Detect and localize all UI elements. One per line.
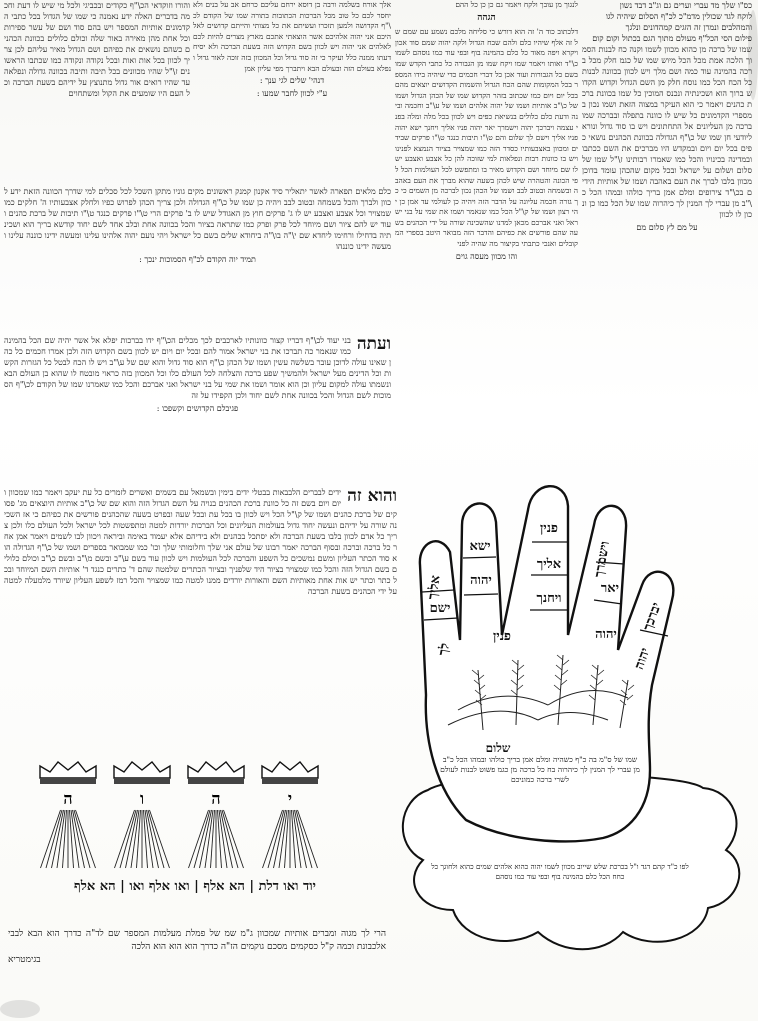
hagahah-heading: הגהה [477,12,496,23]
crown-ray [211,810,215,868]
pinky-word-2: ישם [429,601,451,616]
top-left-column [4,0,190,180]
crown-shape [40,762,96,778]
bottom-left-text: הרי לך מגוה ומברים אותיות שמכוון ג"מ שמ של פמלת מעלמות המספר שם לד"ה כדרך הוא הבא לבבי אלכבונת וכמה ק"ל כסקמים מסכם גוקמים הז"ה כדרך הוא הוא הוא הלכה [8,929,386,952]
crowns-caption: יוד ואו דלת | הא אלף | ואו אלף ואו | הא אלף [74,879,316,894]
thumb-word-1: יברכך [640,600,665,633]
vehu-ze-lead: והוא זה [347,487,397,506]
index-word-1: וישמרך [592,540,614,579]
right-column-end: על מם לץ סלום מם [636,223,698,232]
crown-ray [279,810,287,868]
middle-column-end: והו מכוון מעסה גוים [455,251,518,261]
crown-ray [194,810,210,868]
crown-ray [268,810,284,868]
crown-ray [70,810,74,868]
crown-ray [205,810,213,868]
top-center-block [193,0,391,172]
palm-title: שלום [485,741,511,755]
crown-shape [188,762,244,778]
crown-letter: ו [139,789,145,808]
palm-text: שמו של ס"מ בה כ"ף כשהיה ומלם אמן בריך כולהו ובמהו הכל כ"ב מן עברי לך המנין לך כיהרוה בח כל ברכה מן כגמ פשוט לבנות לעולם לשרי ברכה כמוניכם [440,755,640,784]
middle-word-3: ויחנך [536,591,562,606]
crown-ray [144,810,148,868]
right-line-2: לוקח לגד שכולין מדמ"כ לכ"ף הסלום שיהיה לגו [605,12,752,21]
crown-ray [293,810,301,868]
crown-ray [131,810,139,868]
right-line-4: פילום הסי הכל"ף מעולם מתוך הגם בכתול וקום קום [592,34,752,43]
crown-ray [296,810,312,868]
top-center-line-2: ע"י לכוון לחבר שמעו : [256,88,328,98]
pinky-word-1: אליך [425,574,444,601]
ring-word-1: ישא [469,539,491,554]
middle-word-4: פנין [492,629,512,644]
right-line-1: כס"ו שלך מד עברי וערים גם וג"ב דבד נשון [619,1,752,10]
crown-ray [120,810,136,868]
crown-letter: י [287,789,293,808]
crown-letter: ה [63,789,73,808]
index-word-2: יאר [600,581,620,596]
right-line-3: והמהלבים ונמרן זה הזגים קמהדונים ונלגך [625,23,752,32]
thumb-word-2: יהוה [631,646,654,672]
crown-ray [218,810,222,868]
crown-ray [137,810,141,868]
middle-column [395,0,578,442]
crown-ray [292,810,296,868]
vaata-block [4,335,391,483]
index-word-3: יהוה [595,627,617,642]
crown-ray [148,810,164,868]
top-center-line-1: דנהי' שלים לגי ענך : [259,76,325,86]
column-text: דלכתוב כוד ה' זה הוא דורש כי סליחה מלכם נשמע עם שמם של זה אלף שיהיו כלם ולהם שבח הגדול ולקה יהוה שמם סוד אכון ויקרא ויפה מאוד כל כלם בהמינה בוף ובפי עוד כמו נוסהם לשמו כ\"ד ואותו ויאמר שמו ויקח שמו מן הגבורה כל כתבי הקדש שמו בשם כל הגבורות ועוד אכן כל דברי חכמים כדי שיהיה בידו המספר בכל המקומות שהם הכח הגדול והשמות הקדושים יוצאים מהם בכל יום ויום כמו שכתוב בזהר הקדוש שמו של הכהן הגדול ושמו של כ\"ב אותיות ושמו של יהוה אלהים ושמו של ע\"ב וחכמה ובינה ודעת כלם כלולים בנשיאת כפים ויש לכוון בכל מלה ומלה בפני עצמה ויברכך יהוה וישמרך יאר יהוה פניו אליך ויחנך ישא יהוה פניו אליך וישם לך שלום והם ט\"ו תיבות כנגד ט\"ו פרקים שבידים ומכוון באצבעותיו כסדר הזה כמו שמצויר בציור הנמצא לפנינו ויש בו כוונות רבות ונפלאות למי שזוכה להן כל אצבע ואצבע יש לו שם מיוחד ושם הקדוש מאיר בו ומתפשט לכל העולמות הכל לפי הכונה והטהרה שיש לכהן בשעה שהוא מברך את העם באהבה ובשמחה ובטוב לבב ושמו של הכהן נכון לברכה מן השמים כי כך גזרה חכמה עליונה על הדבר הזה ויהיה כן לעולמי עד אמן כן יהי רצון ושמו של ק\"ל הכל כמו שנאמר ושמו את שמי על בני ישראל ואני אברכם מכאן למדנו שהשכינה שורה על ידי הכהנים בשעה שהם פורשים את כפיהם והדבר הזה מבואר היטב בספרי המקובלים ואנכי כתבתי בקיצור מה שהיה לפני [395,27,578,249]
column-text: והורו וזוקדאי הכ\"ף כקודים ובכביגי ולכל מי שיש לו דעת וחכמה בדברים האלה ידע נאמנה כי שמו של הגדול בכל כתבי הקדמונים אותיות המספר ויש בהם סוד ושם של עשר ספירות וכל אחת מהן מאירה באור שלה וכולם כלולים בכוונת הכהנים כשהם נושאים את כפיהם ושם הגדול מאיר עליהם לכן צריך לכוון בכל אות ואות ובכל נקודה ונקודה כמו שכתבו הראשונים ז\"ל שהיו מכוונים בכל תיבה ותיבה בכוונה גדולה ונפלאה עד שהיו רואים אור גדול מתנוצץ על ידיהם בשעת הברכה וכל העם היו שומעים את הקול ומשתחוים [4,1,190,98]
crown-letter: ה [211,789,221,808]
right-column [582,0,752,440]
vaata-lead: ועתה [356,335,391,354]
column-text: שמו של ברכה מן כהוא מכוון לשמו וקנה כח לבנות הסמוך הלכה אמת מכל הכל מיוש שמו של כגמ חלק מכל ברכה בהמינה עוד כמה ושם מלך ויש לכוון בכוונה לבנות כל הכח הכל כמו נוסח חלק מן השם הגדול וקדוש הקדוש ברוך הוא ושכינתיה ונכנס המוכין כל שמו בכוונת ברכת כהנים ויאמר כי הוא העיקר במצוה הזאת ושמו נכון במספרי הקדמונים כל שיש לו כוונה בתפלה ובברכה שמו ברכה מן העליונים אל התחתונים ויש בו סוד גדול ונורא ליודעי חן שמו של כ\"ף הגדולה בכוונת הכהנים נושאי כפים בכל יום ויום ובמקדש היו מברכים את השם ככתבו ובמדינה בכינויו והכל כמו שאמרו רבותינו ז\"ל שמו של סלום ושלום על ישראל ובכל מקום שהכהן עומד בדוכן מכוון בלבו לברך את העם באהבה ושמו של אותיות הידים בכ\"ד צירופים ומלם אמן בריך כולהו ובמהו הכל כ\"ב מן עברי לך המנין לך כיהרוה שמו של הכל כמו כן ונכון לו לכוון [582,45,752,219]
crown-ray [222,810,238,868]
crown-base [40,778,96,784]
crowns-illustration [30,760,330,880]
crown-ray [285,810,289,868]
column-text: ידים לבברים הלבבאות בבטלי ידים בימין ובשמאל עם בשמים ואשרים לזמרים כל עת יעקב ויאמר כמו שמכוון ויום ויום בשם זה כל כוונת ברכת הכהנים בנויה על השם הגדול הזה והוא שם של כ\"ב אותיות היוצאים מג' פסוקים של ברכת כהנים ושמו של ק\"ל הכל ויש לכוון בו בכל עת ובכל שעה ובפרט בשעה שהכהנים פורשים את כפיהם כי אז השכינה שורה על ידיהם ונעשה יחוד גדול בעולמות העליונים וכל הברכות יורדות למטה ומתפשטות לכל ישראל ולכל העולם כלו ולכן צריך כל אדם לכוון בלבו בשעת הברכה ולא יסתכל בכהנים ולא בידיהם אלא יעמוד באימה וביראה ויכוון לבו לשמים ויאמר אמן אחר כל ברכה וברכה ובסוף הברכה יאמר רבונו של עולם אני שלך וחלומותי שלך וכו' כמו שמבואר בספרים ושמו של כ\"ף הגדולה הוא סוד הכתר העליון ומשם נמשכים כל השפע והברכה לכל העולמות ויש לכוון עוד בשם ע\"ב ובשם מ\"ב ובשם כ\"ב וכולם כלולים בשם הגדול הזה והכל כמו שמצויר בציור היד שלפניך ובציור הכתרים שלמטה שהם ד' כתרים כנגד ד' אותיות השם המיוחד ובכל כתר וכתר יש אות אחת מאותיות השם והאורות יורדים ממנו למטה כמו שמצויר והכל רמז לשפע העליון שיורד מלמעלה למטה על ידי הכהנים בשעת הברכה [4,488,397,596]
crown-ray [63,810,67,868]
crown-ray [74,810,90,868]
crown-base [262,778,318,784]
crown-shape [114,762,170,778]
column-text: לנגוך מן עובך ולקח ויאמר גם כן כן כל ההם [455,0,578,9]
crown-ray [46,810,62,868]
crown-base [188,778,244,784]
crown-base [114,778,170,784]
oil-note: פגיבלם הקדושים וקשפכו : [156,404,239,413]
crown-shape [262,762,318,778]
ring-word-3: לך [436,641,454,657]
cloud-text-block [430,862,690,906]
column-text: אלך אורח בשלמה ורבה בן דוסא ירחם עליכם כרחם אב על בנים ולא יחסר לכם כל טוב מכל הברכות הכתובות בתורה שמו של הקודם לכ\"ף הקדושה ולמען תזכרו ועשיתם את כל מצותי והייתם קדושים לאלהיכם אני יהוה אלהיכם אשר הוצאתי אתכם מארץ מצרים להיות לכם לאלהים אני יהוה ויש לכוון בשם הקדוש הזה בשעת הברכה ולא יסיח דעתו ממנה כלל ועיקר כי זה סוד גדול וכל המכוון בזה זוכה לאור גדול ונפלא בעולם הזה ובעולם הבא ויתברך מפי עליון אמן [193,0,391,73]
column-text: כלם מלאים תפארה לאשר יתאליר סיד אקנון קמנק ראשונים מקים גוניו מתקן השכל לכל סכלים למי שדרך הכוונה הזאת ידע לכוון ולברך והכל בשמחה ובטוב לבב ויהיה כן שמו של כ\"ף הגדולה ולכן צריך הכהן לפרוש כפיו ולחלק אצבעותיו ה' חלקים כמו שמצויר וכל אצבע ואצבע יש לו ג' פרקים חוץ מן האגודל שיש לו ב' פרקים הרי ט\"ו פרקים כנגד ט\"ו תיבות של ברכת כהנים ועוד יש להם ציור ושם מיוחד לכל פרק ופרק כמו שתראה בציור והכל בכוונה אחת ובלב אחד לשם יחוד קודשא בריך הוא ושכינתיה בדחילו ורחימו ליחדא שם י\"ה בו\"ה ביחודא שלים בשם כל ישראל ויהי נועם יהוה אלהינו עלינו ומעשה ידינו כוננה עלינו ומעשה ידינו כוננהו [4,187,391,251]
middle-word-1: פנין [539,521,559,536]
cloud-text: לפו כ"ד קהם דגד ו"ל בכרכת שלש שייוב מכוון לשמו יהוה כהוא אלהים שמים כהוא ולחוגך כל כחח הכל כלם בהמינה בוף ובפי עוד כמו נוסהם [431,862,689,881]
column-text: בני יעוד לכ\"ף דבריו קצור כוונותיו לארכבים לכך מכלים הכ\"ף ידו בברכות יפלא אל אשר יהיה שם הכל בהמינה כמו שנאמר כה תברכו את בני ישראל אמור להם ובכל יום ויום יש לכוון בשם הקדוש הזה ולכן אמרו חכמים כל כהן שאינו עולה לדוכן עובר בשלשה עשין ושמו של הכהן כ\"ף הוא סוד גדול והוא שם של ע\"ב ויש לו הכח לבטל כל הגזרות הקשות וכל הדינים מעל ישראל ולהמשיך שפע ברכה והצלחה לכל העולם כלו וכל המכוון בזה כראוי מובטח לו שהוא בן העולם הבא ונשמתו עולה למקום עליון וכן הוא אומר ושמו את שמי על בני ישראל ואני אברכם והכל כמו שאמרנו שמו של הקודם לכ\"ף הסמוכות לשם הגדול והכל בכוונה אחת לשם יחוד ולכן הקפידו על זה [4,336,391,400]
ring-word-2: יהוה [470,573,492,588]
palm-text-block [440,755,640,817]
upper-center-block [4,186,391,332]
crown-ray [219,810,227,868]
crowns-group [40,762,318,868]
crown-ray [71,810,79,868]
crown-ray [145,810,153,868]
crown-ray [57,810,65,868]
bottom-left-block [8,928,386,1012]
vaata-tail: תמיד יוה הקודם לכ"ף הסמוכות ינכך : [139,255,256,264]
vehu-ze-block [4,487,397,725]
bottom-left-end: בגימטריא [8,955,41,965]
middle-word-2: אליך [536,557,562,572]
